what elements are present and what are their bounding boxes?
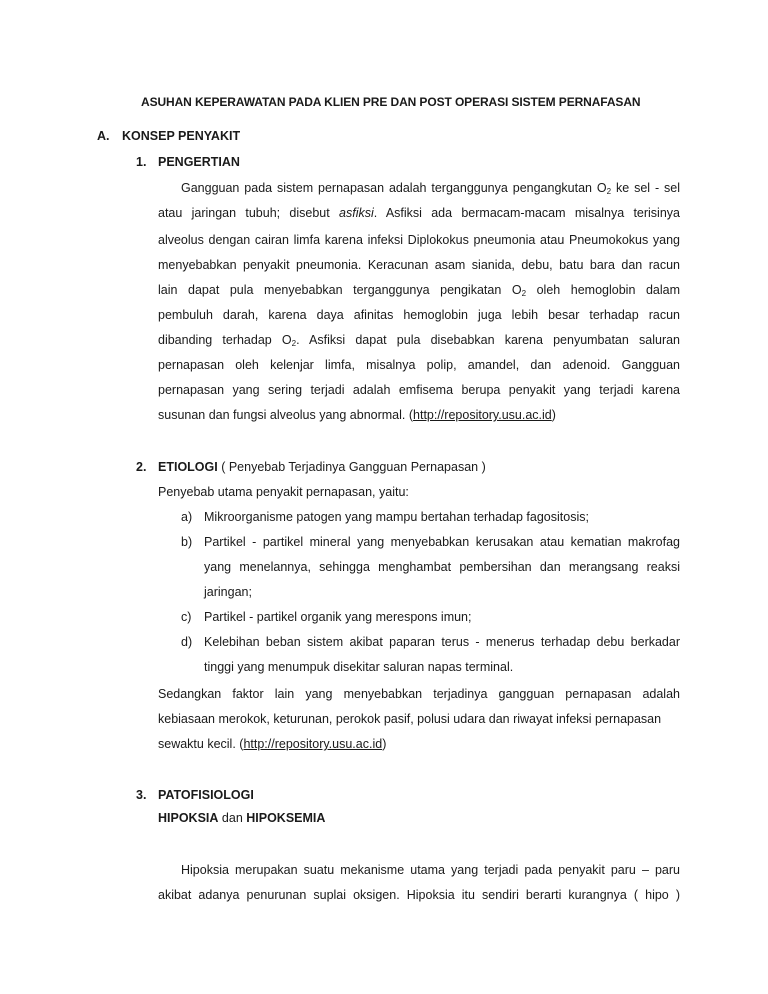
s2-other-line-3: sewaktu kecil. (http://repository.usu.ac.id) [158, 737, 387, 751]
s2-item-a-line-1: Mikroorganisme patogen yang mampu bertahan terhadap fagositosis; [204, 510, 589, 524]
s1-marker: 1. [136, 155, 147, 169]
s1-line-5: lain dapat pula menyebabkan terganggunya pengikatan $O_2$ oleh hemoglobin dalam [158, 283, 681, 298]
s2-heading-line: ETIOLOGI ( Penyebab Terjadinya Gangguan Pernapasan ) [158, 460, 486, 474]
s1-line-10: susunan dan fungsi alveolus yang abnormal. (http://repository.usu.ac.id) [158, 408, 556, 422]
s2-intro: Penyebab utama penyakit pernapasan, yaitu: [158, 485, 409, 499]
s1-line-8: pernapasan oleh kelenjar limfa, misalnya polip, amandel, dan adenoid. Gangguan [158, 358, 680, 372]
document-title: ASUHAN KEPERAWATAN PADA KLIEN PRE DAN POST OPERASI SISTEM PERNAFASAN [141, 95, 641, 109]
s1-line-6: pembuluh darah, karena daya afinitas hemoglobin juga lebih besar terhadap racun [158, 308, 680, 322]
s2-item-b-marker: b) [181, 535, 193, 549]
s1-line-7: dibanding terhadap $O_2$. Asfiksi dapat pula disebabkan karena penyumbatan saluran [158, 333, 681, 348]
section-a-heading: KONSEP PENYAKIT [122, 129, 241, 143]
s1-line-2: atau jaringan tubuh; disebut asfiksi. Asfiksi ada bermacam-macam misalnya terisinya [158, 206, 680, 220]
s2-item-d-line-1: Kelebihan beban sistem akibat paparan terus - menerus terhadap debu berkadar [204, 635, 680, 649]
s3-marker: 3. [136, 788, 147, 802]
s2-source-link[interactable]: http://repository.usu.ac.id [243, 737, 383, 751]
s2-item-d-marker: d) [181, 635, 193, 649]
s2-item-a-marker: a) [181, 510, 193, 524]
s2-item-c-marker: c) [181, 610, 192, 624]
s1-line-9: pernapasan yang sering terjadi adalah emfisema berupa penyakit yang terjadi karena [158, 383, 680, 397]
section-a-marker: A. [97, 129, 110, 143]
s3-para-line-2: akibat adanya penurunan suplai oksigen. Hipoksia itu sendiri berarti kurangnya ( hipo ) [158, 888, 680, 902]
s1-heading: PENGERTIAN [158, 155, 240, 169]
s3-subheading: HIPOKSIA dan HIPOKSEMIA [158, 811, 326, 825]
s2-item-b-line-3: jaringan; [204, 585, 252, 599]
s2-other-line-2: kebiasaan merokok, keturunan, perokok pasif, polusi udara dan riwayat infeksi pernapasan [158, 712, 662, 726]
s2-item-c-line-1: Partikel - partikel organik yang merespons imun; [204, 610, 472, 624]
s2-marker: 2. [136, 460, 147, 474]
s1-line-1: Gangguan pada sistem pernapasan adalah terganggunya pengangkutan $O_2$ ke sel - sel [181, 181, 680, 196]
s2-item-d-line-2: tinggi yang menumpuk disekitar saluran napas terminal. [204, 660, 514, 674]
s2-item-b-line-1: Partikel - partikel mineral yang menyebabkan kerusakan atau kematian makrofag [204, 535, 680, 549]
s2-heading: ETIOLOGI [158, 460, 218, 474]
s1-source-link[interactable]: http://repository.usu.ac.id [413, 408, 552, 422]
s2-item-b-line-2: yang menelannya, sehingga menghambat pembersihan dan merangsang reaksi [204, 560, 680, 574]
s2-other-line-1: Sedangkan faktor lain yang menyebabkan terjadinya gangguan pernapasan adalah [158, 687, 680, 701]
s1-line-4: menyebabkan penyakit pneumonia. Keracunan asam sianida, debu, batu bara dan racun [158, 258, 680, 272]
s3-para-line-1: Hipoksia merupakan suatu mekanisme utama yang terjadi pada penyakit paru – paru [181, 863, 680, 877]
s1-line-3: alveolus dengan cairan limfa karena infeksi Diplokokus pneumonia atau Pneumokokus yang [158, 233, 680, 247]
s3-heading: PATOFISIOLOGI [158, 788, 254, 802]
